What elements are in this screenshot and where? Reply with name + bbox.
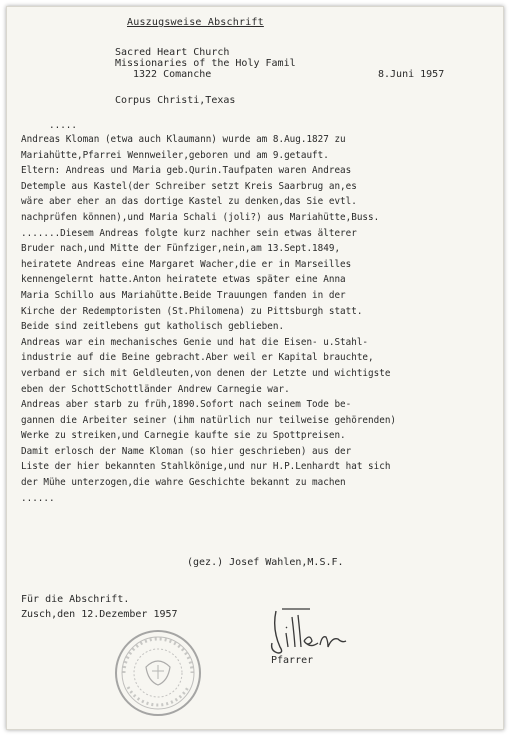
city-line: Corpus Christi,Texas — [115, 95, 236, 106]
body-line: nachprüfen können),und Maria Schali (joli?) aus Mariahütte,Buss. — [21, 211, 380, 223]
body-line: wäre aber eher an das dortige Kastel zu denken,das Sie evtl. — [21, 196, 357, 208]
body-line: Kirche der Redemptoristen (St.Philomena) zu Pittsburgh statt. — [21, 305, 363, 317]
document-page — [6, 6, 504, 730]
address-block — [115, 47, 296, 80]
copy-line: Für die Abschrift. — [21, 594, 130, 605]
body-line: Eltern: Andreas und Maria geb.Qurin.Taufpaten waren Andreas — [21, 165, 352, 177]
address-line: Missionaries of the Holy Famil — [115, 58, 296, 69]
body-line: ...... — [21, 492, 55, 504]
body-line: gannen die Arbeiter seiner (ihm natürlich nur teilweise gehörenden) — [21, 414, 397, 426]
body-line: kennengelernt hatte.Anton heiratete etwas später eine Anna — [21, 274, 346, 286]
body-line: heiratete Andreas eine Margaret Wacher,die er in Marseilles — [21, 258, 352, 270]
body-line: Andreas Kloman (etwa auch Klaumann) wurde am 8.Aug.1827 zu — [21, 134, 346, 145]
address-line: Sacred Heart Church — [115, 47, 230, 58]
body-line: Bruder nach,und Mitte der Fünfziger,nein,am 13.Sept.1849, — [21, 243, 341, 255]
body-line: Andreas war ein mechanisches Genie und hat die Eisen- u.Stahl- — [21, 336, 369, 348]
body-line: der Mühe unterzogen,die wahre Geschichte bekannt zu machen — [21, 477, 346, 489]
body-text — [21, 119, 501, 506]
body-line: eben der SchottSchottländer Andrew Carnegie war. — [21, 383, 290, 395]
body-line: verband er sich mit Geldleuten,von denen der Letzte und wichtigste — [21, 367, 391, 379]
body-line: ..... — [49, 120, 77, 131]
body-line: Beide sind zeitlebens gut katholisch geblieben. — [21, 321, 285, 333]
body-line: Mariahütte,Pfarrei Wennweiler,geboren und am 9.getauft. — [21, 149, 329, 161]
body-line: Andreas aber starb zu früh,1890.Sofort nach seinem Tode be- — [21, 399, 352, 411]
role-label: Pfarrer — [271, 655, 314, 666]
body-line: Damit erlosch der Name Kloman (so hier geschrieben) aus der — [21, 445, 352, 457]
document-heading: Auszugsweise Abschrift — [127, 17, 264, 28]
address-line: 1322 Comanche — [133, 69, 212, 80]
official-seal-stamp — [112, 627, 204, 719]
body-line: Maria Schillo aus Mariahütte.Beide Trauungen fanden in der — [21, 289, 346, 301]
body-line: Detemple aus Kastel(der Schreiber setzt Kreis Saarbrug an,es — [21, 180, 357, 192]
body-line: Liste der hier bekannten Stahlkönige,und nur H.P.Lenhardt hat sich — [21, 461, 391, 473]
document-date: 8.Juni 1957 — [378, 69, 445, 80]
typed-signature: (gez.) Josef Wahlen,M.S.F. — [187, 557, 344, 568]
copy-line: Zusch,den 12.Dezember 1957 — [21, 609, 178, 620]
body-line: industrie auf die Beine gebracht.Aber weil er Kapital brauchte, — [21, 352, 374, 364]
body-line: .......Diesem Andreas folgte kurz nachher sein etwas älterer — [21, 227, 357, 239]
copy-note — [21, 592, 178, 622]
handwritten-signature — [262, 607, 352, 657]
body-line: Werke zu streiken,und Carnegie kaufte sie zu Spottpreisen. — [21, 430, 346, 442]
